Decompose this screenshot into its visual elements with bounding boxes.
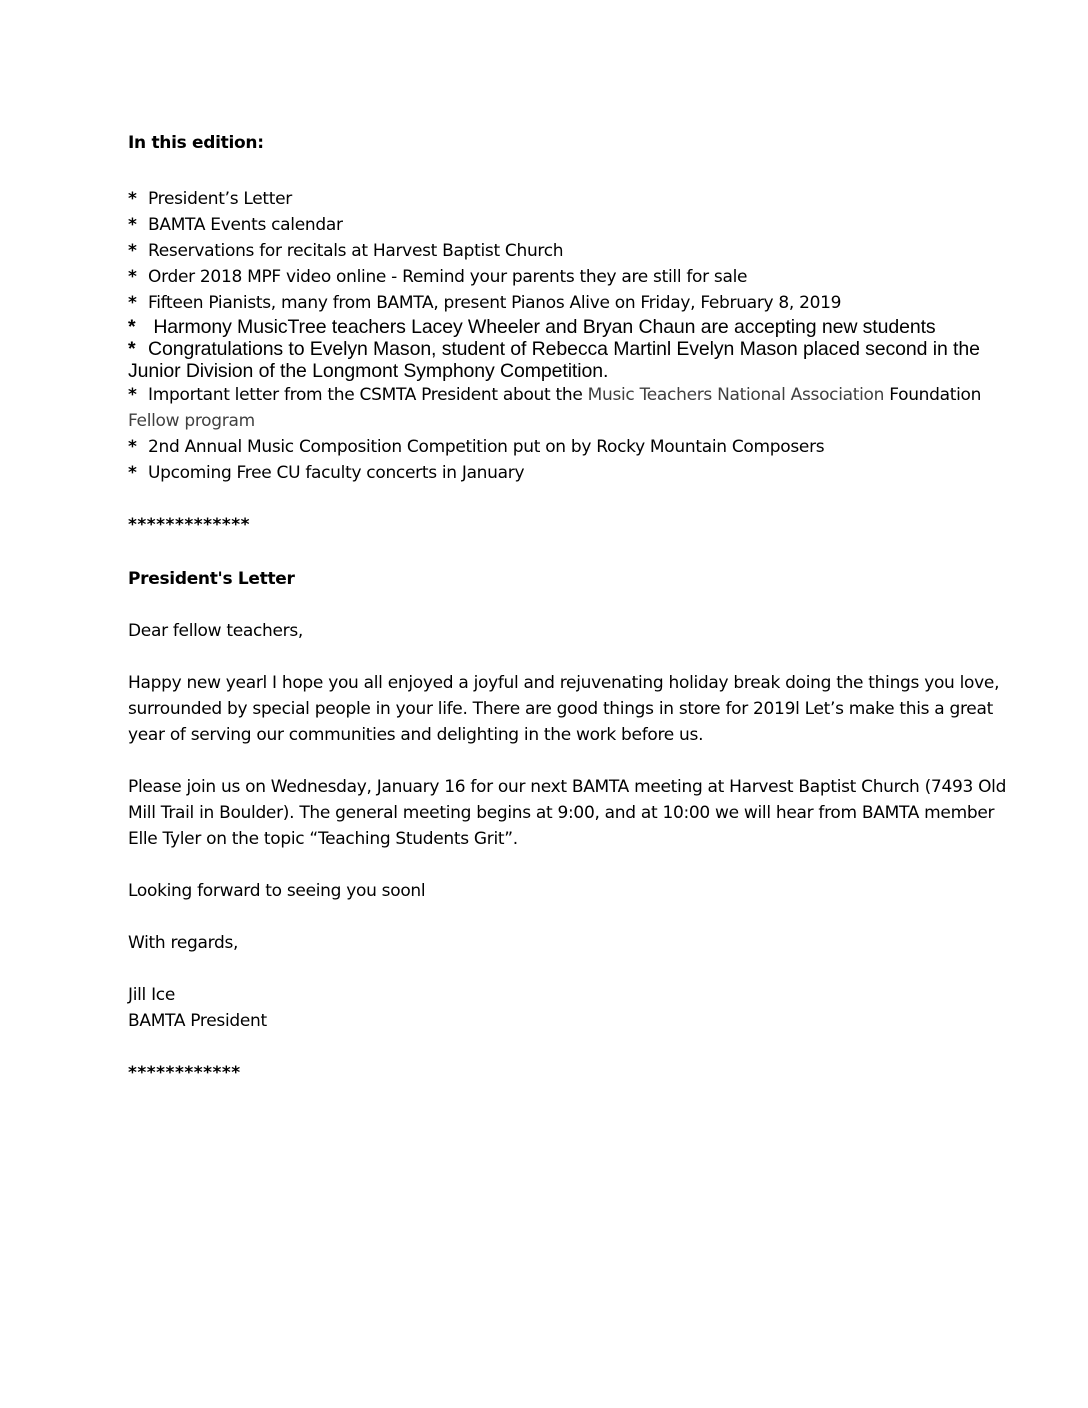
toc-item-text: Important letter from the CSMTA President about the [148, 385, 588, 405]
toc-item-text: President’s Letter [148, 189, 292, 209]
letter-paragraph: Happy new yearl I hope you all enjoyed a joyful and rejuvenating holiday break doing the things you love, surrounded by special people in your life. There are good things in store for 2019l Let’s make this a great year of serving our communities and delighting in the work before us. [128, 673, 1000, 745]
toc-item-csmta [128, 382, 1008, 434]
toc-item [128, 460, 1008, 486]
signature-block [128, 982, 1008, 1034]
toc-item [128, 238, 1008, 264]
bullet-star: * [128, 385, 137, 405]
letter-regards: With regards, [128, 933, 239, 953]
toc-item-text: Reservations for recitals at Harvest Baptist Church [148, 241, 564, 261]
letter-salutation: Dear fellow teachers, [128, 621, 304, 641]
bullet-star: * [128, 241, 137, 261]
toc-item-text: Fifteen Pianists, many from BAMTA, present Pianos Alive on Friday, February 8, 2019 [148, 293, 842, 313]
toc-item-text: Upcoming Free CU faculty concerts in January [148, 463, 525, 483]
toc-item-text: 2nd Annual Music Composition Competition put on by Rocky Mountain Composers [148, 437, 825, 457]
letter-closing-line: Looking forward to seeing you soonl [128, 881, 426, 901]
letter-paragraph: Please join us on Wednesday, January 16 for our next BAMTA meeting at Harvest Baptist Church (7493 Old Mill Trail in Boulder). The general meeting begins at 9:00, and at 10:00 we will hear from BAMTA member Elle Tyler on the topic “Teaching Students Grit”. [128, 777, 1007, 849]
toc-item [128, 186, 1008, 212]
toc-item-text: Foundation [889, 385, 982, 405]
separator: ************* [128, 515, 251, 535]
signer-name: Jill Ice [128, 985, 176, 1005]
toc-item-text: Order 2018 MPF video online - Remind your parents they are still for sale [148, 267, 748, 287]
toc-list [128, 186, 1008, 486]
toc-item [128, 264, 1008, 290]
toc-item-congrats [128, 338, 1008, 382]
bullet-star: * [128, 338, 136, 360]
bullet-star: * [128, 189, 137, 209]
toc-item-text-gray: Music Teachers National Association [587, 385, 890, 405]
bullet-star: * [128, 463, 137, 483]
bullet-star: * [128, 267, 137, 287]
toc-item [128, 290, 1008, 316]
signer-title: BAMTA President [128, 1011, 267, 1031]
toc-item-text: BAMTA Events calendar [148, 215, 343, 235]
toc-item-harmony [128, 316, 1008, 338]
bullet-star: * [128, 293, 137, 313]
page-content [128, 130, 1008, 1086]
bullet-star: * [128, 215, 137, 235]
toc-item-text: Harmony MusicTree teachers Lacey Wheeler and Bryan Chaun are accepting new students [153, 316, 936, 338]
toc-item-text-gray: Fellow program [128, 411, 255, 431]
bullet-star: * [128, 316, 136, 338]
toc-item [128, 212, 1008, 238]
bullet-star: * [128, 437, 137, 457]
letter-title: President's Letter [128, 569, 295, 589]
toc-item-text: Congratulations to Evelyn Mason, student of Rebecca Martinl Evelyn Mason placed second in the Junior Division of the Longmont Symphony Competition. [128, 338, 980, 382]
toc-item [128, 434, 1008, 460]
toc-heading: In this edition: [128, 133, 264, 153]
separator: ************ [128, 1063, 241, 1083]
